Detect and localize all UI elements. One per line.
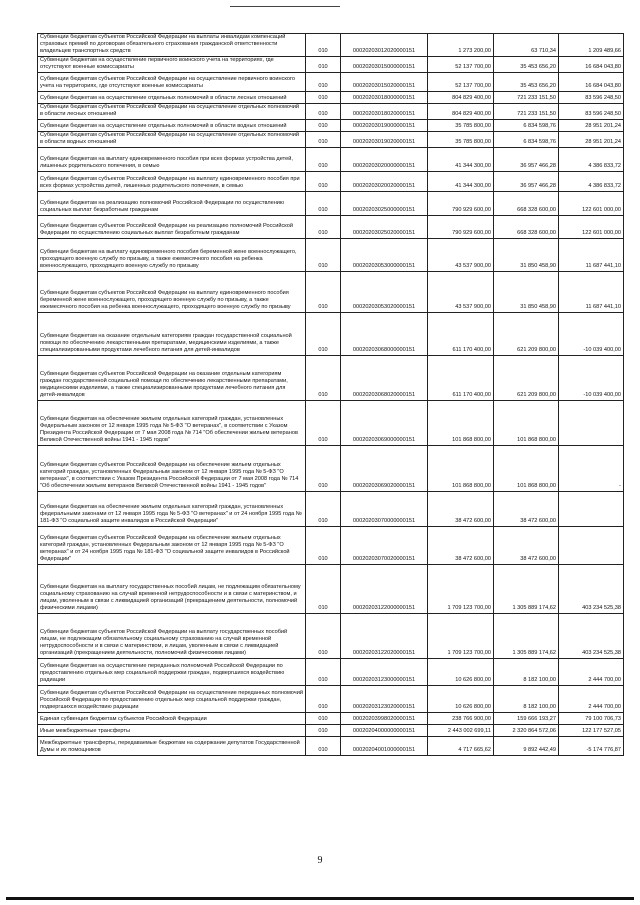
executed-amount-cell: 9 892 442,49 bbox=[494, 736, 559, 755]
row-name-cell: Субвенции бюджетам субъектов Российской Федерации на выплату единовременного пособия при всех формах устройства детей, лишенных родительского попечения, в семью bbox=[38, 171, 306, 191]
row-name-cell: Субвенции бюджетам субъектов Российской Федерации на осуществление переданных полномочий Российской Федерации по предоставлению отдельных мер социальной поддержки граждан, подвергшихся воздействию радиации bbox=[38, 685, 306, 712]
budget-code-cell: 00020203018020000151 bbox=[341, 103, 428, 119]
budget-code-cell: 00020203070000000151 bbox=[341, 491, 428, 526]
remainder-amount-cell: 122 177 527,05 bbox=[559, 724, 624, 736]
budget-code-cell: 00020203070020000151 bbox=[341, 526, 428, 564]
admin-code-cell: 010 bbox=[306, 685, 341, 712]
approved-amount-cell: 41 344 300,00 bbox=[428, 171, 494, 191]
row-name-cell: Субвенции бюджетам субъектов Российской Федерации на реализацию полномочий Российской Федерации по осуществлению социальных выплат безработным гражданам bbox=[38, 215, 306, 238]
row-name-cell: Субвенции бюджетам субъектов Российской Федерации на обеспечение жильем отдельных категорий граждан, установленных Федеральным законом от 12 января 1995 года № 5-ФЗ "О ветеранах", в соответствии с Указом Президента Российской Федерации от 7 мая 2008 года № 714 "Об обеспечении жильем ветеранов Великой Отечественной войны 1941 - 1945 годов" bbox=[38, 445, 306, 491]
admin-code-cell: 010 bbox=[306, 91, 341, 103]
table-row bbox=[38, 57, 624, 73]
admin-code-cell: 010 bbox=[306, 491, 341, 526]
row-name-cell: Иные межбюджетные трансферты bbox=[38, 724, 306, 736]
executed-amount-cell: 721 233 151,50 bbox=[494, 103, 559, 119]
approved-amount-cell: 35 785 800,00 bbox=[428, 119, 494, 131]
executed-amount-cell: 63 710,34 bbox=[494, 34, 559, 57]
table-row bbox=[38, 312, 624, 355]
admin-code-cell: 010 bbox=[306, 271, 341, 312]
row-name-cell: Субвенции бюджетам субъектов Российской Федерации на осуществление отдельных полномочий в области лесных отношений bbox=[38, 103, 306, 119]
executed-amount-cell: 721 233 151,50 bbox=[494, 91, 559, 103]
remainder-amount-cell: -10 039 400,00 bbox=[559, 312, 624, 355]
executed-amount-cell: 621 209 800,00 bbox=[494, 355, 559, 400]
executed-amount-cell: 31 850 458,90 bbox=[494, 271, 559, 312]
table-row bbox=[38, 724, 624, 736]
table-row bbox=[38, 712, 624, 724]
remainder-amount-cell: 28 951 201,24 bbox=[559, 131, 624, 147]
remainder-amount-cell: 4 386 833,72 bbox=[559, 147, 624, 171]
table-body bbox=[38, 34, 624, 756]
row-name-cell: Субвенции бюджетам на выплату государственных пособий лицам, не подлежащим обязательному социальному страхованию на случай временной нетрудоспособности и в связи с материнством, и лицам, уволенным в связи с ликвидацией организаций (прекращением деятельности, полномочий физическими лицами) bbox=[38, 564, 306, 613]
row-name-cell: Субвенции бюджетам на осуществление первичного воинского учета на территориях, где отсутствуют военные комиссариаты bbox=[38, 57, 306, 73]
executed-amount-cell: 668 328 600,00 bbox=[494, 191, 559, 215]
executed-amount-cell: 2 320 864 572,06 bbox=[494, 724, 559, 736]
admin-code-cell: 010 bbox=[306, 147, 341, 171]
table-row bbox=[38, 171, 624, 191]
budget-code-cell: 00020203122000000151 bbox=[341, 564, 428, 613]
remainder-amount-cell: 16 684 043,80 bbox=[559, 72, 624, 91]
remainder-amount-cell bbox=[559, 491, 624, 526]
approved-amount-cell: 611 170 400,00 bbox=[428, 312, 494, 355]
admin-code-cell: 010 bbox=[306, 238, 341, 271]
executed-amount-cell: 8 182 100,00 bbox=[494, 685, 559, 712]
approved-amount-cell: 790 929 600,00 bbox=[428, 191, 494, 215]
approved-amount-cell: 790 929 600,00 bbox=[428, 215, 494, 238]
remainder-amount-cell bbox=[559, 400, 624, 445]
admin-code-cell: 010 bbox=[306, 215, 341, 238]
budget-execution-table bbox=[37, 33, 624, 756]
table-row bbox=[38, 564, 624, 613]
admin-code-cell: 010 bbox=[306, 191, 341, 215]
table-row bbox=[38, 103, 624, 119]
admin-code-cell: 010 bbox=[306, 103, 341, 119]
executed-amount-cell: 8 182 100,00 bbox=[494, 658, 559, 685]
approved-amount-cell: 10 626 800,00 bbox=[428, 658, 494, 685]
table-row bbox=[38, 131, 624, 147]
row-name-cell: Межбюджетные трансферты, передаваемые бюджетам на содержание депутатов Государственной Думы и их помощников bbox=[38, 736, 306, 755]
approved-amount-cell: 10 626 800,00 bbox=[428, 685, 494, 712]
row-name-cell: Субвенции бюджетам субъектов Российской Федерации на выплаты инвалидам компенсаций страховых премий по договорам обязательного страхования гражданской ответственности владельцев транспортных средств bbox=[38, 34, 306, 57]
remainder-amount-cell: 122 601 000,00 bbox=[559, 191, 624, 215]
table-row bbox=[38, 119, 624, 131]
remainder-amount-cell: 403 234 525,38 bbox=[559, 613, 624, 658]
approved-amount-cell: 101 868 800,00 bbox=[428, 400, 494, 445]
executed-amount-cell: 36 957 466,28 bbox=[494, 171, 559, 191]
table-row bbox=[38, 445, 624, 491]
remainder-amount-cell: 28 951 201,24 bbox=[559, 119, 624, 131]
executed-amount-cell: 1 305 889 174,62 bbox=[494, 564, 559, 613]
budget-code-cell: 00020203068020000151 bbox=[341, 355, 428, 400]
executed-amount-cell: 621 209 800,00 bbox=[494, 312, 559, 355]
row-name-cell: Субвенции бюджетам на выплату единовременного пособия беременной жене военнослужащего, проходящего военную службу по призыву, а также ежемесячного пособия на ребенка военнослужащего, проходящего военную службу по призыву bbox=[38, 238, 306, 271]
approved-amount-cell: 804 829 400,00 bbox=[428, 91, 494, 103]
row-name-cell: Субвенции бюджетам на осуществление отдельных полномочий в области лесных отношений bbox=[38, 91, 306, 103]
budget-code-cell: 00020203069020000151 bbox=[341, 445, 428, 491]
row-name-cell: Субвенции бюджетам субъектов Российской Федерации на осуществление отдельных полномочий в области водных отношений bbox=[38, 131, 306, 147]
table-row bbox=[38, 34, 624, 57]
table-row bbox=[38, 613, 624, 658]
approved-amount-cell: 1 709 123 700,00 bbox=[428, 564, 494, 613]
budget-code-cell: 00020203069000000151 bbox=[341, 400, 428, 445]
budget-code-cell: 00020203018000000151 bbox=[341, 91, 428, 103]
table-row bbox=[38, 72, 624, 91]
approved-amount-cell: 52 137 700,00 bbox=[428, 72, 494, 91]
approved-amount-cell: 1 273 200,00 bbox=[428, 34, 494, 57]
budget-code-cell: 00020203053000000151 bbox=[341, 238, 428, 271]
executed-amount-cell: 159 666 193,27 bbox=[494, 712, 559, 724]
admin-code-cell: 010 bbox=[306, 724, 341, 736]
budget-code-cell: 00020203025000000151 bbox=[341, 191, 428, 215]
remainder-amount-cell: 83 596 248,50 bbox=[559, 91, 624, 103]
table-row bbox=[38, 215, 624, 238]
remainder-amount-cell: 16 684 043,80 bbox=[559, 57, 624, 73]
budget-code-cell: 00020203012020000151 bbox=[341, 34, 428, 57]
row-name-cell: Субвенции бюджетам на обеспечение жильем отдельных категорий граждан, установленных Федеральным законом от 12 января 1995 года № 5-ФЗ "О ветеранах", в соответствии с Указом Президента Российской Федерации от 7 мая 2008 года № 714 "Об обеспечении жильем ветеранов Великой Отечественной войны 1941 - 1945 годов" bbox=[38, 400, 306, 445]
admin-code-cell: 010 bbox=[306, 712, 341, 724]
approved-amount-cell: 238 766 900,00 bbox=[428, 712, 494, 724]
admin-code-cell: 010 bbox=[306, 171, 341, 191]
remainder-amount-cell: 403 234 525,38 bbox=[559, 564, 624, 613]
remainder-amount-cell: -5 174 776,87 bbox=[559, 736, 624, 755]
row-name-cell: Субвенции бюджетам на осуществление переданных полномочий Российской Федерации по предоставлению отдельных мер социальной поддержки граждан, подвергшихся воздействию радиации bbox=[38, 658, 306, 685]
approved-amount-cell: 1 709 123 700,00 bbox=[428, 613, 494, 658]
budget-code-cell: 00020203123000000151 bbox=[341, 658, 428, 685]
admin-code-cell: 010 bbox=[306, 564, 341, 613]
approved-amount-cell: 43 537 900,00 bbox=[428, 238, 494, 271]
admin-code-cell: 010 bbox=[306, 119, 341, 131]
row-name-cell: Субвенции бюджетам субъектов Российской Федерации на выплату государственных пособий лицам, не подлежащим обязательному социальному страхованию на случай временной нетрудоспособности и в связи с материнством, и лицам, уволенным в связи с ликвидацией организаций (прекращением деятельности, полномочий физическими лицами) bbox=[38, 613, 306, 658]
table-row bbox=[38, 736, 624, 755]
row-name-cell: Субвенции бюджетам субъектов Российской Федерации на выплату единовременного пособия беременной жене военнослужащего, проходящего военную службу по призыву, а также ежемесячного пособия на ребенка военнослужащего, проходящего военную службу по призыву bbox=[38, 271, 306, 312]
table-row bbox=[38, 685, 624, 712]
remainder-amount-cell: 83 596 248,50 bbox=[559, 103, 624, 119]
table-row bbox=[38, 658, 624, 685]
admin-code-cell: 010 bbox=[306, 658, 341, 685]
budget-code-cell: 00020204001000000151 bbox=[341, 736, 428, 755]
approved-amount-cell: 101 868 800,00 bbox=[428, 445, 494, 491]
approved-amount-cell: 43 537 900,00 bbox=[428, 271, 494, 312]
table-row bbox=[38, 91, 624, 103]
admin-code-cell: 010 bbox=[306, 526, 341, 564]
admin-code-cell: 010 bbox=[306, 72, 341, 91]
top-edge-rule bbox=[230, 6, 340, 7]
row-name-cell: Субвенции бюджетам на реализацию полномочий Российской Федерации по осуществлению социальных выплат безработным гражданам bbox=[38, 191, 306, 215]
admin-code-cell: 010 bbox=[306, 312, 341, 355]
budget-code-cell: 00020203025020000151 bbox=[341, 215, 428, 238]
table-row bbox=[38, 400, 624, 445]
row-name-cell: Единая субвенция бюджетам субъектов Российской Федерации bbox=[38, 712, 306, 724]
remainder-amount-cell: 11 687 441,10 bbox=[559, 238, 624, 271]
admin-code-cell: 010 bbox=[306, 400, 341, 445]
row-name-cell: Субвенции бюджетам на осуществление отдельных полномочий в области водных отношений bbox=[38, 119, 306, 131]
executed-amount-cell: 38 472 600,00 bbox=[494, 491, 559, 526]
bottom-edge-rule bbox=[6, 897, 634, 900]
remainder-amount-cell: 1 209 489,66 bbox=[559, 34, 624, 57]
budget-code-cell: 00020203123020000151 bbox=[341, 685, 428, 712]
admin-code-cell: 010 bbox=[306, 445, 341, 491]
table-row bbox=[38, 191, 624, 215]
table-row bbox=[38, 491, 624, 526]
executed-amount-cell: 101 868 800,00 bbox=[494, 400, 559, 445]
executed-amount-cell: 31 850 458,90 bbox=[494, 238, 559, 271]
row-name-cell: Субвенции бюджетам на выплату единовременного пособия при всех формах устройства детей, лишенных родительского попечения, в семью bbox=[38, 147, 306, 171]
remainder-amount-cell bbox=[559, 526, 624, 564]
row-name-cell: Субвенции бюджетам на оказание отдельным категориям граждан государственной социальной помощи по обеспечению лекарственными препаратами, медицинскими изделиями, а также специализированными продуктами лечебного питания для детей-инвалидов bbox=[38, 312, 306, 355]
executed-amount-cell: 6 834 598,76 bbox=[494, 119, 559, 131]
approved-amount-cell: 2 443 002 699,11 bbox=[428, 724, 494, 736]
approved-amount-cell: 41 344 300,00 bbox=[428, 147, 494, 171]
remainder-amount-cell: 11 687 441,10 bbox=[559, 271, 624, 312]
budget-code-cell: 00020203019020000151 bbox=[341, 131, 428, 147]
remainder-amount-cell: -10 039 400,00 bbox=[559, 355, 624, 400]
executed-amount-cell: 101 868 800,00 bbox=[494, 445, 559, 491]
approved-amount-cell: 804 829 400,00 bbox=[428, 103, 494, 119]
remainder-amount-cell: 2 444 700,00 bbox=[559, 658, 624, 685]
table-row bbox=[38, 238, 624, 271]
approved-amount-cell: 611 170 400,00 bbox=[428, 355, 494, 400]
remainder-amount-cell: 79 100 706,73 bbox=[559, 712, 624, 724]
executed-amount-cell: 1 305 889 174,62 bbox=[494, 613, 559, 658]
admin-code-cell: 010 bbox=[306, 131, 341, 147]
table-row bbox=[38, 271, 624, 312]
budget-code-cell: 00020203015020000151 bbox=[341, 72, 428, 91]
budget-code-cell: 00020204000000000151 bbox=[341, 724, 428, 736]
approved-amount-cell: 52 137 700,00 bbox=[428, 57, 494, 73]
remainder-amount-cell: 2 444 700,00 bbox=[559, 685, 624, 712]
executed-amount-cell: 668 328 600,00 bbox=[494, 215, 559, 238]
budget-code-cell: 00020203020000000151 bbox=[341, 147, 428, 171]
budget-code-cell: 00020203122020000151 bbox=[341, 613, 428, 658]
table-row bbox=[38, 355, 624, 400]
budget-code-cell: 00020203068000000151 bbox=[341, 312, 428, 355]
row-name-cell: Субвенции бюджетам на обеспечение жильем отдельных категорий граждан, установленных федеральными законами от 12 января 1995 года № 5-ФЗ "О ветеранах" и от 24 ноября 1995 года № 181-ФЗ "О социальной защите инвалидов в Российской Федерации" bbox=[38, 491, 306, 526]
executed-amount-cell: 38 472 600,00 bbox=[494, 526, 559, 564]
row-name-cell: Субвенции бюджетам субъектов Российской Федерации на обеспечение жильем отдельных категорий граждан, установленных Федеральным законом от 12 января 1995 года № 5-ФЗ "О ветеранах" и от 24 ноября 1995 года № 181-ФЗ "О социальной защите инвалидов в Российской Федерации" bbox=[38, 526, 306, 564]
row-name-cell: Субвенции бюджетам субъектов Российской Федерации на оказание отдельным категориям граждан государственной социальной помощи по обеспечению лекарственными препаратами, медицинскими изделиями, а также специализированными продуктами лечебного питания для детей-инвалидов bbox=[38, 355, 306, 400]
remainder-amount-cell: 4 386 833,72 bbox=[559, 171, 624, 191]
executed-amount-cell: 6 834 598,76 bbox=[494, 131, 559, 147]
admin-code-cell: 010 bbox=[306, 736, 341, 755]
table-row bbox=[38, 526, 624, 564]
executed-amount-cell: 35 453 656,20 bbox=[494, 57, 559, 73]
admin-code-cell: 010 bbox=[306, 57, 341, 73]
admin-code-cell: 010 bbox=[306, 355, 341, 400]
budget-code-cell: 00020203998020000151 bbox=[341, 712, 428, 724]
executed-amount-cell: 35 453 656,20 bbox=[494, 72, 559, 91]
budget-code-cell: 00020203015000000151 bbox=[341, 57, 428, 73]
remainder-amount-cell: - bbox=[559, 445, 624, 491]
budget-code-cell: 00020203020020000151 bbox=[341, 171, 428, 191]
budget-code-cell: 00020203019000000151 bbox=[341, 119, 428, 131]
executed-amount-cell: 36 957 466,28 bbox=[494, 147, 559, 171]
table-row bbox=[38, 147, 624, 171]
admin-code-cell: 010 bbox=[306, 34, 341, 57]
approved-amount-cell: 35 785 800,00 bbox=[428, 131, 494, 147]
approved-amount-cell: 38 472 600,00 bbox=[428, 491, 494, 526]
approved-amount-cell: 38 472 600,00 bbox=[428, 526, 494, 564]
budget-code-cell: 00020203053020000151 bbox=[341, 271, 428, 312]
admin-code-cell: 010 bbox=[306, 613, 341, 658]
remainder-amount-cell: 122 601 000,00 bbox=[559, 215, 624, 238]
approved-amount-cell: 4 717 665,62 bbox=[428, 736, 494, 755]
row-name-cell: Субвенции бюджетам субъектов Российской Федерации на осуществление первичного воинского учета на территориях, где отсутствуют военные комиссариаты bbox=[38, 72, 306, 91]
page-number: 9 bbox=[317, 855, 323, 866]
